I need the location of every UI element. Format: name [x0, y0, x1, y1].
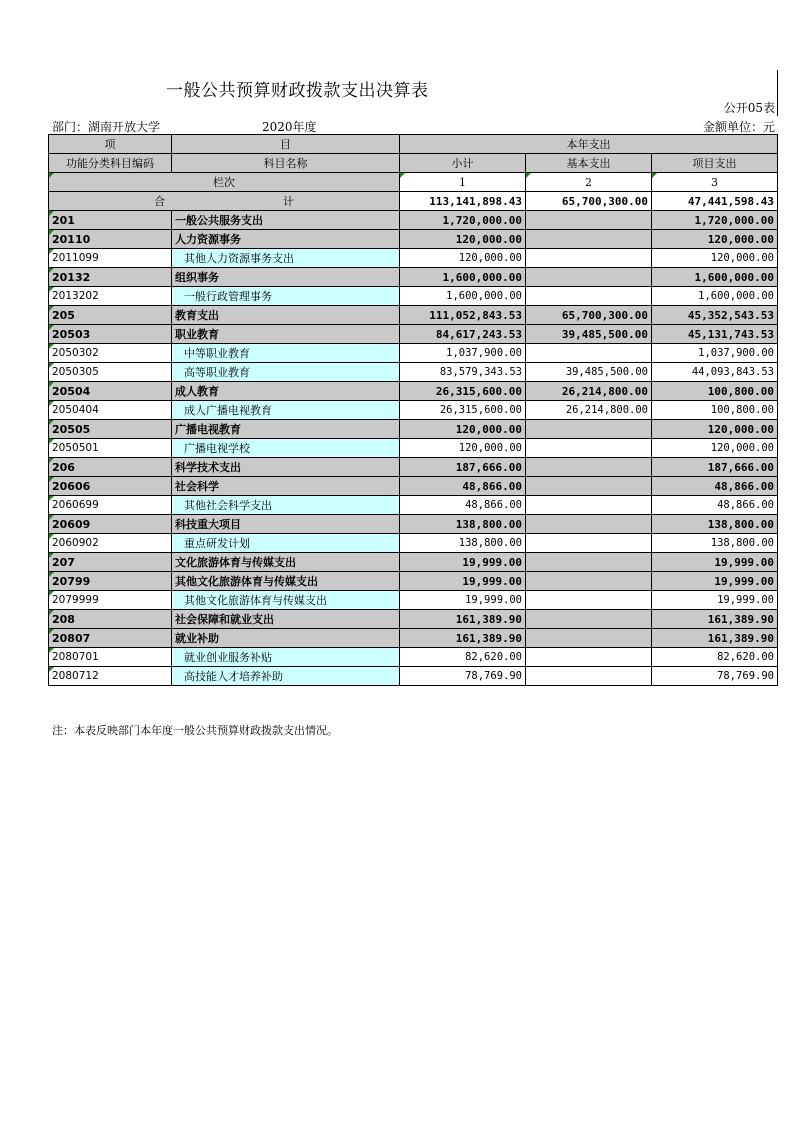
total-row — [49, 192, 778, 211]
table-row — [49, 306, 778, 325]
row-project: 138,800.00 — [652, 534, 778, 553]
row-name: 其他人力资源事务支出 — [172, 249, 400, 268]
row-subtotal: 48,866.00 — [400, 477, 526, 496]
table-row — [49, 610, 778, 629]
row-basic — [526, 268, 652, 287]
row-project: 120,000.00 — [652, 249, 778, 268]
table-row — [49, 458, 778, 477]
row-subtotal: 120,000.00 — [400, 420, 526, 439]
row-basic — [526, 477, 652, 496]
row-basic — [526, 211, 652, 230]
header-item: 项 — [49, 135, 172, 154]
row-project: 48,866.00 — [652, 496, 778, 515]
row-project: 161,389.90 — [652, 610, 778, 629]
row-project: 82,620.00 — [652, 648, 778, 667]
row-code: 20799 — [49, 572, 172, 591]
row-subtotal: 120,000.00 — [400, 249, 526, 268]
row-basic — [526, 439, 652, 458]
row-name: 文化旅游体育与传媒支出 — [172, 553, 400, 572]
row-basic — [526, 610, 652, 629]
row-code: 207 — [49, 553, 172, 572]
row-name: 一般公共服务支出 — [172, 211, 400, 230]
header-row-2 — [49, 154, 778, 173]
header-row-no-label: 栏次 — [49, 173, 400, 192]
row-code: 2011099 — [49, 249, 172, 268]
row-subtotal: 19,999.00 — [400, 591, 526, 610]
row-subtotal: 26,315,600.00 — [400, 401, 526, 420]
department-label: 部门：湖南开放大学 — [52, 120, 161, 134]
row-code: 20110 — [49, 230, 172, 249]
row-name: 就业创业服务补贴 — [172, 648, 400, 667]
row-code: 2060699 — [49, 496, 172, 515]
table-row — [49, 363, 778, 382]
row-basic — [526, 515, 652, 534]
row-project: 45,131,743.53 — [652, 325, 778, 344]
row-basic — [526, 344, 652, 363]
expenditure-table — [48, 134, 778, 686]
table-row — [49, 648, 778, 667]
table-row — [49, 211, 778, 230]
header-project: 项目支出 — [652, 154, 778, 173]
total-label-ji: 计 — [282, 195, 294, 208]
row-name: 成人广播电视教育 — [172, 401, 400, 420]
row-project: 161,389.90 — [652, 629, 778, 648]
footnote: 注：本表反映部门本年度一般公共预算财政拨款支出情况。 — [52, 724, 338, 737]
row-subtotal: 138,800.00 — [400, 515, 526, 534]
header-row-no — [49, 173, 778, 192]
row-name: 中等职业教育 — [172, 344, 400, 363]
header-basic: 基本支出 — [526, 154, 652, 173]
row-subtotal: 26,315,600.00 — [400, 382, 526, 401]
row-subtotal: 19,999.00 — [400, 572, 526, 591]
total-label-he: 合 — [154, 195, 166, 208]
header-name-col: 科目名称 — [172, 154, 400, 173]
table-row — [49, 496, 778, 515]
row-basic — [526, 648, 652, 667]
row-code: 206 — [49, 458, 172, 477]
row-code: 208 — [49, 610, 172, 629]
header-row-1 — [49, 135, 778, 154]
row-name: 就业补助 — [172, 629, 400, 648]
row-project: 120,000.00 — [652, 230, 778, 249]
row-subtotal: 1,600,000.00 — [400, 287, 526, 306]
row-code: 2079999 — [49, 591, 172, 610]
row-basic — [526, 420, 652, 439]
row-name: 广播电视教育 — [172, 420, 400, 439]
row-name: 组织事务 — [172, 268, 400, 287]
row-name: 人力资源事务 — [172, 230, 400, 249]
right-margin-line — [777, 70, 778, 116]
row-project: 45,352,543.53 — [652, 306, 778, 325]
row-code: 2080712 — [49, 667, 172, 686]
row-basic — [526, 591, 652, 610]
col-no-1: 1 — [400, 173, 526, 192]
row-name: 高等职业教育 — [172, 363, 400, 382]
row-project: 120,000.00 — [652, 439, 778, 458]
row-basic: 39,485,500.00 — [526, 325, 652, 344]
row-subtotal: 1,600,000.00 — [400, 268, 526, 287]
row-basic — [526, 629, 652, 648]
row-code: 2050501 — [49, 439, 172, 458]
row-subtotal: 78,769.90 — [400, 667, 526, 686]
row-subtotal: 82,620.00 — [400, 648, 526, 667]
header-code-col: 功能分类科目编码 — [49, 154, 172, 173]
row-project: 1,600,000.00 — [652, 268, 778, 287]
row-project: 19,999.00 — [652, 591, 778, 610]
row-basic — [526, 458, 652, 477]
row-project: 1,600,000.00 — [652, 287, 778, 306]
row-project: 187,666.00 — [652, 458, 778, 477]
row-name: 一般行政管理事务 — [172, 287, 400, 306]
row-project: 44,093,843.53 — [652, 363, 778, 382]
table-row — [49, 325, 778, 344]
row-subtotal: 48,866.00 — [400, 496, 526, 515]
row-code: 2013202 — [49, 287, 172, 306]
row-name: 教育支出 — [172, 306, 400, 325]
unit-label: 金额单位：元 — [702, 120, 775, 134]
col-no-3: 3 — [652, 173, 778, 192]
row-code: 20132 — [49, 268, 172, 287]
row-basic — [526, 667, 652, 686]
row-code: 20505 — [49, 420, 172, 439]
header-item2: 目 — [172, 135, 400, 154]
row-code: 2060902 — [49, 534, 172, 553]
table-row — [49, 629, 778, 648]
row-code: 201 — [49, 211, 172, 230]
table-row — [49, 401, 778, 420]
row-basic — [526, 230, 652, 249]
row-code: 2050305 — [49, 363, 172, 382]
total-basic: 65,700,300.00 — [526, 192, 652, 211]
row-code: 2050302 — [49, 344, 172, 363]
row-code: 20504 — [49, 382, 172, 401]
row-basic — [526, 287, 652, 306]
row-basic: 26,214,800.00 — [526, 382, 652, 401]
row-basic: 65,700,300.00 — [526, 306, 652, 325]
row-basic: 26,214,800.00 — [526, 401, 652, 420]
row-subtotal: 120,000.00 — [400, 230, 526, 249]
table-row — [49, 572, 778, 591]
total-project: 47,441,598.43 — [652, 192, 778, 211]
row-project: 100,800.00 — [652, 401, 778, 420]
row-project: 19,999.00 — [652, 572, 778, 591]
header-subtotal: 小计 — [400, 154, 526, 173]
row-code: 20606 — [49, 477, 172, 496]
row-basic — [526, 534, 652, 553]
form-number: 公开05表 — [723, 101, 775, 115]
row-code: 20503 — [49, 325, 172, 344]
row-basic — [526, 572, 652, 591]
row-name: 广播电视学校 — [172, 439, 400, 458]
col-no-2: 2 — [526, 173, 652, 192]
row-code: 205 — [49, 306, 172, 325]
row-basic — [526, 496, 652, 515]
header-current-year: 本年支出 — [400, 135, 778, 154]
row-subtotal: 83,579,343.53 — [400, 363, 526, 382]
total-label-cell — [49, 192, 400, 211]
table-row — [49, 439, 778, 458]
row-subtotal: 1,720,000.00 — [400, 211, 526, 230]
table-row — [49, 534, 778, 553]
row-subtotal: 111,052,843.53 — [400, 306, 526, 325]
row-subtotal: 19,999.00 — [400, 553, 526, 572]
table-row — [49, 477, 778, 496]
table-row — [49, 230, 778, 249]
table-row — [49, 268, 778, 287]
row-project: 1,037,900.00 — [652, 344, 778, 363]
table-row — [49, 420, 778, 439]
row-basic: 39,485,500.00 — [526, 363, 652, 382]
row-basic — [526, 249, 652, 268]
row-name: 科学技术支出 — [172, 458, 400, 477]
row-code: 2080701 — [49, 648, 172, 667]
row-name: 其他文化旅游体育与传媒支出 — [172, 591, 400, 610]
row-project: 48,866.00 — [652, 477, 778, 496]
row-subtotal: 187,666.00 — [400, 458, 526, 477]
total-subtotal: 113,141,898.43 — [400, 192, 526, 211]
row-project: 78,769.90 — [652, 667, 778, 686]
row-project: 19,999.00 — [652, 553, 778, 572]
table-row — [49, 249, 778, 268]
row-subtotal: 138,800.00 — [400, 534, 526, 553]
row-subtotal: 161,389.90 — [400, 610, 526, 629]
row-project: 1,720,000.00 — [652, 211, 778, 230]
row-project: 120,000.00 — [652, 420, 778, 439]
table-row — [49, 344, 778, 363]
row-code: 2050404 — [49, 401, 172, 420]
row-name: 科技重大项目 — [172, 515, 400, 534]
row-name: 重点研发计划 — [172, 534, 400, 553]
table-row — [49, 287, 778, 306]
table-row — [49, 382, 778, 401]
row-name: 高技能人才培养补助 — [172, 667, 400, 686]
page-title: 一般公共预算财政拨款支出决算表 — [166, 81, 429, 101]
row-name: 社会保障和就业支出 — [172, 610, 400, 629]
row-subtotal: 120,000.00 — [400, 439, 526, 458]
table-row — [49, 591, 778, 610]
row-basic — [526, 553, 652, 572]
year-label: 2020年度 — [262, 120, 317, 134]
row-code: 20807 — [49, 629, 172, 648]
table-row — [49, 553, 778, 572]
row-name: 社会科学 — [172, 477, 400, 496]
row-subtotal: 161,389.90 — [400, 629, 526, 648]
row-name: 其他文化旅游体育与传媒支出 — [172, 572, 400, 591]
row-project: 100,800.00 — [652, 382, 778, 401]
row-name: 职业教育 — [172, 325, 400, 344]
row-project: 138,800.00 — [652, 515, 778, 534]
row-subtotal: 84,617,243.53 — [400, 325, 526, 344]
table-row — [49, 667, 778, 686]
row-code: 20609 — [49, 515, 172, 534]
table-row — [49, 515, 778, 534]
row-name: 其他社会科学支出 — [172, 496, 400, 515]
row-subtotal: 1,037,900.00 — [400, 344, 526, 363]
row-name: 成人教育 — [172, 382, 400, 401]
